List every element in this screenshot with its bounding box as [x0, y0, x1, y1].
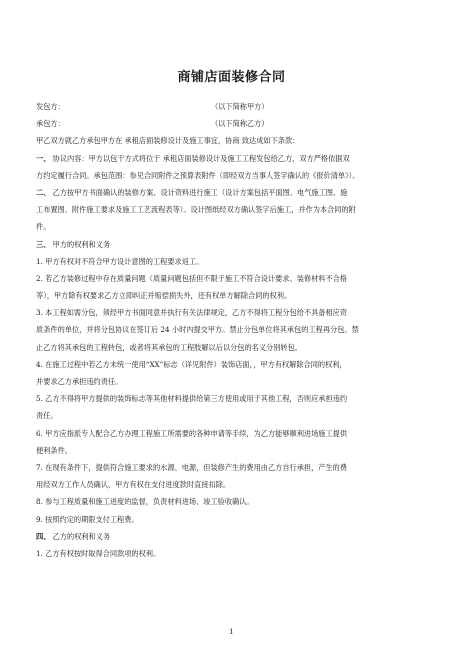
contract-line: [36, 184, 428, 201]
contract-line: 件。: [36, 222, 51, 232]
contract-line: 方约定履行合同。承包范围：参见合同附件之预算表附件（即经双方当事人签字确认的《报价清单》）。: [36, 170, 360, 180]
contract-line: 6. 甲方应指派专人配合乙方办理工程施工所需要的各种申请等手续，为乙方能够顺利进场施工提供: [36, 428, 348, 438]
document-title: 商铺店面装修合同: [177, 70, 286, 85]
contract-line: 9. 按照约定的期限支付工程费。: [36, 514, 139, 524]
contract-line: 2. 若乙方装修过程中存在质量问题（质量问题包括但不限于施工不符合设计要求、装修材料不合格: [36, 273, 348, 283]
contract-line: 质条件的单位，并将分包协议在签订后 24 小时内提交甲方。禁止分包单位将其承包的工程再分包。禁: [36, 325, 359, 335]
section-text: 协议内容：甲方以包干方式将位于 承租店面装修设计及施工工程发包给乙方，双方严格依据双: [50, 153, 350, 163]
party-a-note: （以下简称甲方）: [211, 102, 269, 111]
contract-line: 工布置图、附件施工要求及施工工艺流程表等）。设计图纸经双方确认签字后施工，并作为本合同的附: [36, 205, 356, 215]
section-text: 甲方的权利和义务: [50, 239, 111, 249]
contract-line: [36, 528, 428, 545]
section-number: 三、: [36, 239, 51, 249]
contract-line: 7. 在现有条件下，提供符合施工要求的水源、电源，但装修产生的费用由乙方自行承担，产生的费: [36, 462, 348, 472]
party-b-note: （以下简称乙方）: [211, 119, 269, 129]
contract-line: 3. 本工程如需分包，须经甲方书面同意并执行有关法律规定，乙方不得将工程分包给不具备相应资: [36, 308, 348, 318]
section-text: 乙方的权利和义务: [50, 531, 111, 541]
contract-line: 1. 甲方有权对不符合甲方设计意图的工程要求返工。: [36, 256, 204, 266]
section-number: 一、: [36, 153, 51, 163]
contract-line: 责任。: [36, 411, 58, 421]
contract-line: 1. 乙方有权按时取得合同款项的权利。: [36, 548, 161, 558]
party-b-line: [36, 115, 428, 132]
contract-line: 4. 在施工过程中若乙方未统一使用“XX”标志（详见附件）装饰店面，，甲方有权解除合同的权利，: [36, 359, 347, 369]
section-number: 二、: [36, 187, 51, 197]
contract-line: 8. 参与工程质量和施工进度的监督，负责材料进场、竣工验收确认。: [36, 497, 254, 507]
contract-body: [36, 98, 428, 562]
contract-line: 便利条件。: [36, 445, 72, 455]
section-number: 四、: [36, 531, 51, 541]
contract-line: 止乙方将其承包的工程转包，或者将其承包的工程肢解以后以分包的名义分别转包。: [36, 342, 302, 352]
party-b-label: 承包方：: [36, 119, 65, 129]
contract-line: 等），甲方除有权要求乙方立即纠正并赔偿损失外，还有权单方解除合同的权利。: [36, 291, 292, 301]
party-a-line: [36, 98, 428, 115]
contract-line: 用经双方工作人员确认，甲方有权在支付进度款时直接扣除。: [36, 480, 231, 490]
intro-line: 甲乙双方就乙方承包甲方在 承租店面装修设计及施工事宜，协商 致达成如下条款：: [36, 136, 300, 146]
contract-line: [36, 236, 428, 253]
contract-lines: [36, 150, 428, 563]
contract-line: [36, 150, 428, 167]
contract-line: 5. 乙方不得将甲方提供的装饰标志等其他材料提供给第三方使用或用于其他工程，否则应承担违约: [36, 394, 348, 404]
contract-line: 并要求乙方承担违约责任。: [36, 377, 123, 386]
section-text: 乙方按甲方书面确认的装修方案、设计资料进行施工（设计方案包括平面图、电气施工图、施: [50, 187, 348, 197]
party-a-label: 发包方：: [36, 102, 65, 111]
page-number: 1: [229, 628, 234, 636]
